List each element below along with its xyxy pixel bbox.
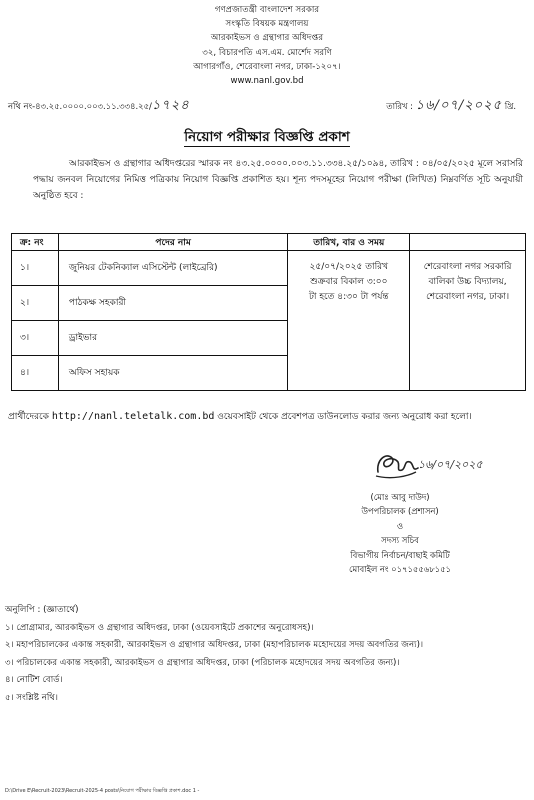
table-header-row (12, 234, 526, 251)
teletalk-link[interactable]: http://nanl.teletalk.com.bd (51, 411, 215, 422)
letterhead (0, 3, 534, 88)
memo-date-handwritten: ১৬/০৭/২০২৫ (415, 98, 503, 113)
header-line-city: আগারগাঁও, শেরেবাংলা নগর, ঢাকা-১২০৭। (193, 61, 341, 72)
list-item: ১। প্রোগ্রামার, আরকাইভস ও গ্রন্থাগার অধিদপ্তর, ঢাকা (ওয়েবসাইটে প্রকাশের অনুরোধসহ)। (5, 622, 314, 633)
signatory-mobile: মোবাইল নং ০১৭১৫৫৬৮১৫১ (349, 564, 451, 575)
header-line-ministry: সংস্কৃতি বিষয়ক মন্ত্রণালয় (225, 19, 309, 30)
file-path-footer: D:\Drive E\Recruit-2023\Recruit-2025-4 posts\নিয়োগ পরীক্ষার বিজ্ঞপ্তি প্রকাশ.doc 1 - (5, 788, 200, 794)
serial-cell: ৪। (12, 356, 59, 391)
copy-heading: অনুলিপি : (জ্ঞাতার্থে) (5, 605, 79, 615)
signatory-committee: বিভাগীয় নির্বাচন/বাছাই কমিটি (350, 549, 450, 560)
signatory-designation: উপপরিচালক (প্রশাসন) (361, 506, 439, 517)
signatory-name: (মোঃ আবু দাউদ) (370, 492, 430, 502)
memo-number: নথি নং-৪৩.২৫.০০০০.০০৩.১১.৩৩৪.২৫/১৭২৪ (8, 98, 190, 113)
list-item: ৫। সংশ্লিষ্ট নথি। (5, 692, 58, 703)
serial-cell: ১। (12, 251, 59, 286)
reference-line (8, 94, 526, 113)
memo-number-handwritten: ১৭২৪ (151, 98, 190, 113)
list-item: ৪। নোটিশ বোর্ড। (5, 675, 63, 686)
header-line-address: ৩২, বিচারপতি এস.এম. মোর্শেদ সরণি (202, 47, 332, 58)
signature-icon (372, 446, 483, 486)
post-cell: পাঠকক্ষ সহকারী (58, 286, 287, 321)
serial-cell: ৩। (12, 321, 59, 356)
serial-cell: ২। (12, 286, 59, 321)
header-schedule: তারিখ, বার ও সময় (288, 234, 410, 251)
signature-date: ১৬/০৭/২০২৫ (418, 458, 483, 471)
post-cell: জুনিয়র টেকনিক্যাল এসিস্টেন্ট (লাইব্রেরি) (58, 251, 287, 286)
header-venue (410, 234, 526, 251)
signatory-block (320, 490, 480, 576)
header-serial: ক্র: নং (12, 234, 59, 251)
notice-title: নিয়োগ পরীক্ষার বিজ্ঞপ্তি প্রকাশ (184, 129, 350, 145)
list-item: ৩। পরিচালকের একান্ত সহকারী, আরকাইভস ও গ্রন্থাগার অধিদপ্তর, ঢাকা (পরিচালক মহোদয়ের সদয় অবগতির জন্য)। (5, 657, 400, 668)
handwritten-signature (372, 446, 483, 486)
memo-date: তারিখ : ১৬/০৭/২০২৫ খ্রি. (386, 98, 516, 113)
header-post: পদের নাম (58, 234, 287, 251)
header-line-department: আরকাইভস ও গ্রন্থাগার অধিদপ্তর (210, 33, 324, 44)
copy-distribution (5, 602, 529, 708)
header-line-government: গণপ্রজাতন্ত্রী বাংলাদেশ সরকার (214, 5, 320, 15)
signatory-conjunction: ও (396, 520, 404, 531)
post-cell: অফিস সহায়ক (58, 356, 287, 391)
exam-schedule-table (11, 233, 526, 391)
post-cell: ড্রাইভার (58, 321, 287, 356)
header-line-website: www.nanl.gov.bd (230, 76, 304, 87)
signatory-role: সদস্য সচিব (381, 535, 419, 546)
venue-cell: শেরেবাংলা নগর সরকারি বালিকা উচ্চ বিদ্যালয়, শেরেবাংলা নগর, ঢাকা। (410, 251, 526, 391)
notice-body: আরকাইভস ও গ্রন্থাগার অধিদপ্তরের স্মারক নং ৪৩.২৫.০০০০.০০৩.১১.৩৩৪.২৫/১০৯৪, তারিখ : ০৪/০৫/২০২৫ মূলে সরাসরি পদ্ধায় জনবল নিয়োগের নিমিত্ত পত্রিকায় নিয়োগ বিজ্ঞপ্তি প্রকাশিত হয়। শূন্য পদসমূহের নিয়োগ পরীক্ষা (লিখিত) নিম্নবর্ণিত সূচি অনুযায়ী অনুষ্ঠিত হবে : (33, 159, 523, 201)
list-item: ২। মহাপরিচালকের একান্ত সহকারী, আরকাইভস ও গ্রন্থাগার অধিদপ্তর, ঢাকা (মহাপরিচালক মহোদয়ের সদয় অবগতির জন্য)। (5, 640, 424, 651)
schedule-cell: ২৫/০৭/২০২৫ তারিখ শুক্রবার বিকাল ৩:০০ টা হতে ৪:৩০ টা পর্যন্ত (288, 251, 410, 391)
admit-card-notice: প্রার্থীদেরকে http://nanl.teletalk.com.bd ওয়েবসাইট থেকে প্রবেশপত্র ডাউনলোড করার জন্য অনুরোধ করা হলো। (8, 411, 472, 422)
table-row (12, 251, 526, 286)
